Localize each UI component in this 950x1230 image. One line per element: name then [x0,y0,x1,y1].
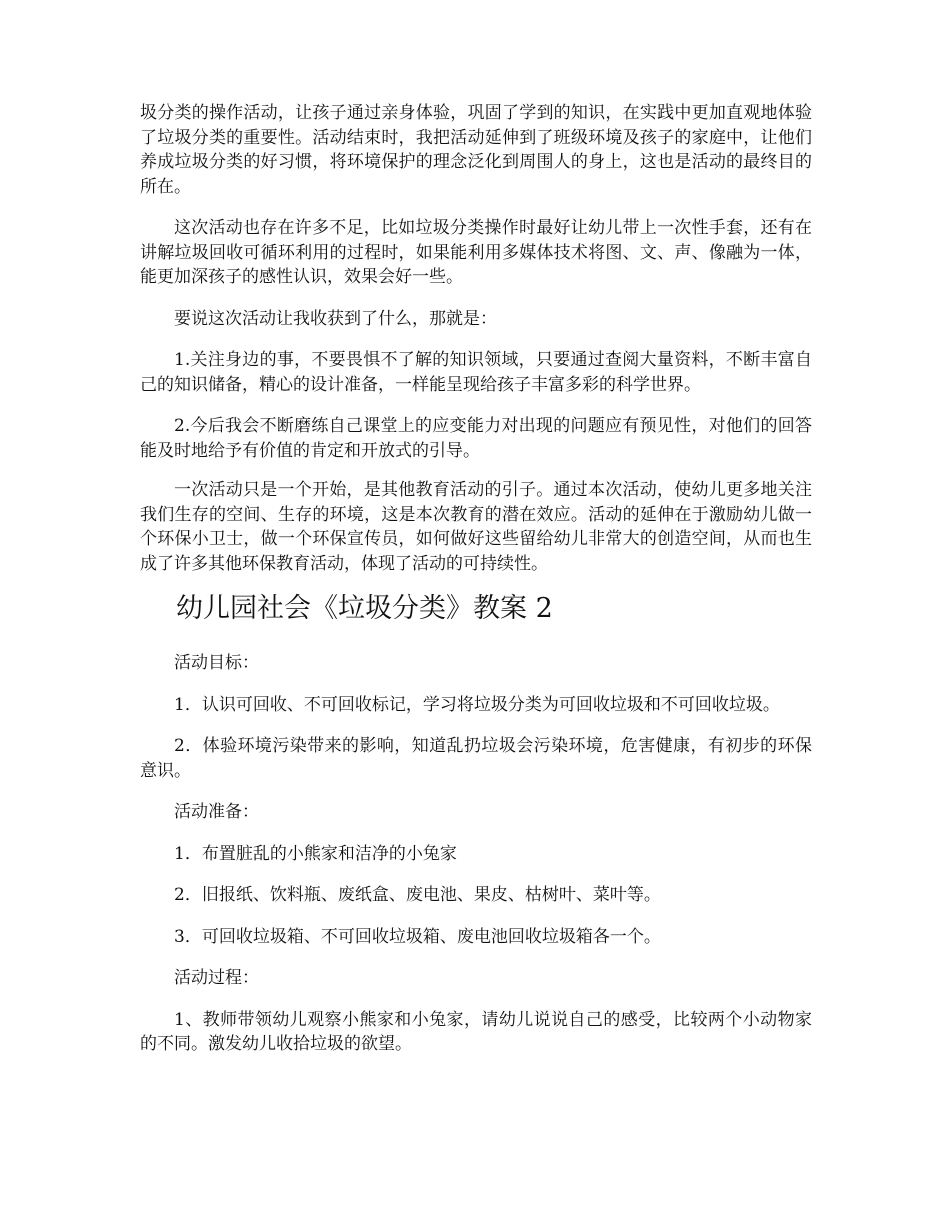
goal-item-1: 1．认识可回收、不可回收标记，学习将垃圾分类为可回收垃圾和不可回收垃圾。 [174,694,780,715]
paragraph-shortcomings: 这次活动也存在许多不足，比如垃圾分类操作时最好让幼儿带上一次性手套，还有在讲解垃圾回收可循环利用的过程时，如果能利用多媒体技术将图、文、声、像融为一体，能更加深孩子的感性认识，效果会好一些。 [140,218,812,287]
paragraph-continuation: 圾分类的操作活动，让孩子通过亲身体验，巩固了学到的知识，在实践中更加直观地体验了垃圾分类的重要性。活动结束时，我把活动延伸到了班级环境及孩子的家庭中，让他们养成垃圾分类的好习惯，将环境保护的理念泛化到周围人的身上，这也是活动的最终目的所在。 [140,103,812,197]
process-item-1: 1、教师带领幼儿观察小熊家和小兔家，请幼儿说说自己的感受，比较两个小动物家的不同。激发幼儿收拾垃圾的欲望。 [140,1009,812,1054]
prep-item-3: 3．可回收垃圾箱、不可回收垃圾箱、废电池回收垃圾箱各一个。 [174,926,661,947]
prep-item-2: 2．旧报纸、饮料瓶、废纸盒、废电池、果皮、枯树叶、菜叶等。 [174,885,661,905]
document-body [140,101,812,1057]
goal-item-2: 2．体验环境污染带来的影响，知道乱扔垃圾会污染环境，危害健康，有初步的环保意识。 [140,736,812,781]
prep-label: 活动准备： [174,802,259,822]
paragraph-gain-2: 2.今后我会不断磨练自己课堂上的应变能力对出现的问题应有预见性，对他们的回答能及时地给予有价值的肯定和开放式的引导。 [140,416,812,461]
process-label: 活动过程： [174,968,259,988]
prep-item-1: 1．布置脏乱的小熊家和洁净的小兔家 [174,843,457,864]
goals-label: 活动目标： [174,653,259,673]
paragraph-gains-intro: 要说这次活动让我收获到了什么，那就是： [174,308,497,329]
paragraph-gain-1: 1.关注身边的事，不要畏惧不了解的知识领域，只要通过查阅大量资料，不断丰富自己的知识储备，精心的设计准备，一样能呈现给孩子丰富多彩的科学世界。 [140,350,812,395]
paragraph-conclusion: 一次活动只是一个开始，是其他教育活动的引子。通过本次活动，使幼儿更多地关注我们生存的空间、生存的环境，这是本次教育的潜在效应。活动的延伸在于激励幼儿做一个环保小卫士，做一个环保宣传员，如何做好这些留给幼儿非常大的创造空间，从而也生成了许多其他环保教育活动，体现了活动的可持续性。 [140,480,812,574]
section-title: 幼儿园社会《垃圾分类》教案 2 [176,593,553,624]
